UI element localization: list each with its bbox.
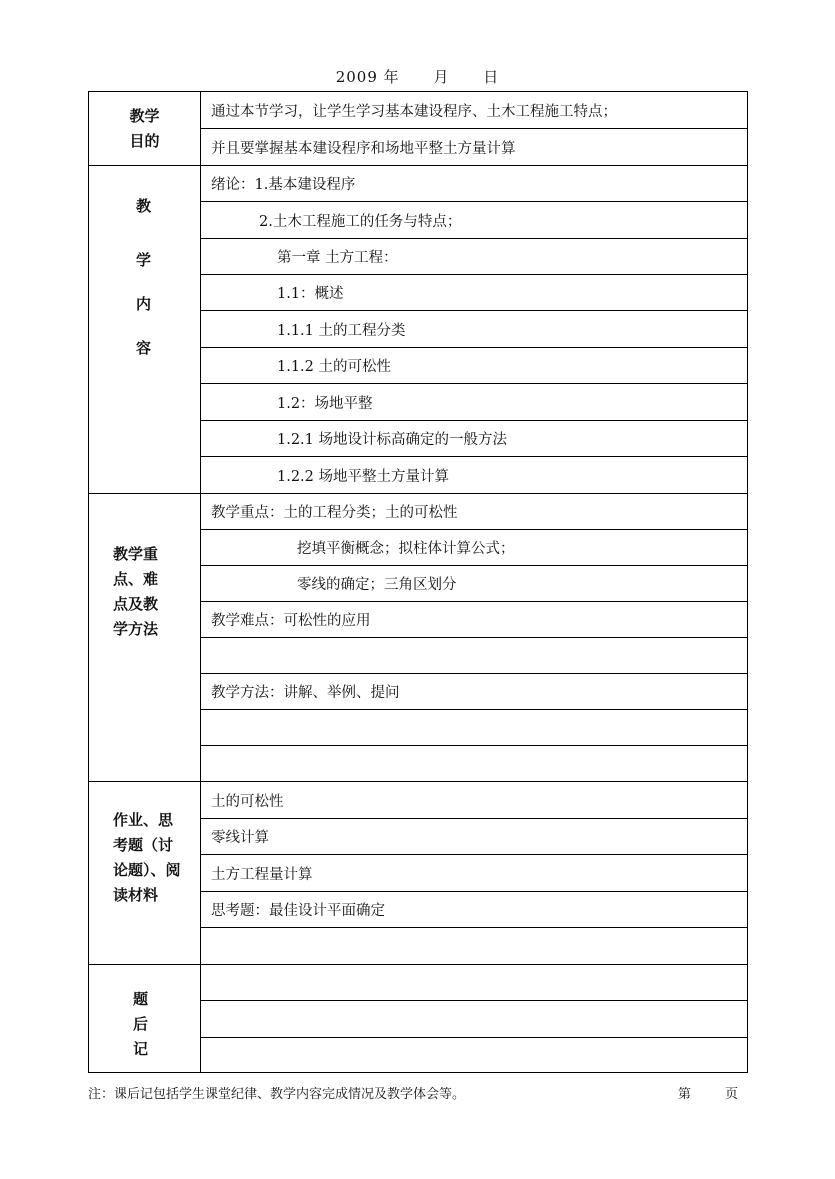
key-points-row: 教学方法：讲解、举例、提问 xyxy=(201,674,747,710)
purpose-row-2: 并且要掌握基本建设程序和场地平整土方量计算 xyxy=(201,129,747,166)
content-row: 1.1.2 土的可松性 xyxy=(201,348,747,384)
postscript-row xyxy=(201,1001,747,1038)
postscript-label: 题 后 记 xyxy=(89,965,201,1072)
homework-row: 思考题：最佳设计平面确定 xyxy=(201,892,747,928)
homework-row xyxy=(201,928,747,965)
date-month: 月 xyxy=(433,68,450,86)
homework-row: 零线计算 xyxy=(201,819,747,855)
key-points-row xyxy=(201,710,747,746)
content-row: 1.1.1 土的工程分类 xyxy=(201,311,747,348)
footer xyxy=(88,1083,748,1102)
content-row: 1.1：概述 xyxy=(201,275,747,311)
key-points-row: 教学重点：土的工程分类；土的可松性 xyxy=(201,494,747,530)
key-points-row: 挖填平衡概念；拟柱体计算公式； xyxy=(201,530,747,566)
key-points-label: 教学重 点、难 点及教 学方法 xyxy=(89,494,201,782)
content-row: 第一章 土方工程： xyxy=(201,239,747,275)
date-year: 2009 年 xyxy=(335,68,400,86)
key-points-row: 零线的确定；三角区划分 xyxy=(201,566,747,602)
date-header xyxy=(0,66,835,87)
homework-row: 土的可松性 xyxy=(201,782,747,819)
content-row: 1.2.2 场地平整土方量计算 xyxy=(201,457,747,494)
homework-label: 作业、思 考题（讨 论题）、阅 读材料 xyxy=(89,782,201,965)
lesson-plan-table xyxy=(88,91,748,1073)
key-points-row xyxy=(201,746,747,782)
footer-note: 注：课后记包括学生课堂纪律、教学内容完成情况及教学体会等。 xyxy=(88,1087,466,1102)
date-day: 日 xyxy=(483,68,500,86)
key-points-row: 教学难点：可松性的应用 xyxy=(201,602,747,638)
content-row: 1.2.1 场地设计标高确定的一般方法 xyxy=(201,421,747,457)
purpose-label: 教学 目的 xyxy=(89,92,201,166)
key-points-row xyxy=(201,638,747,674)
content-row: 绪论：1.基本建设程序 xyxy=(201,166,747,202)
content-row: 2.土木工程施工的任务与特点； xyxy=(201,202,747,239)
postscript-row xyxy=(201,1038,747,1072)
homework-row: 土方工程量计算 xyxy=(201,855,747,892)
purpose-row-1: 通过本节学习，让学生学习基本建设程序、土木工程施工特点； xyxy=(201,92,747,129)
content-row: 1.2：场地平整 xyxy=(201,384,747,421)
postscript-row xyxy=(201,965,747,1001)
content-label: 教 学 内 容 xyxy=(89,166,201,494)
page-number: 第 页 xyxy=(677,1087,738,1102)
